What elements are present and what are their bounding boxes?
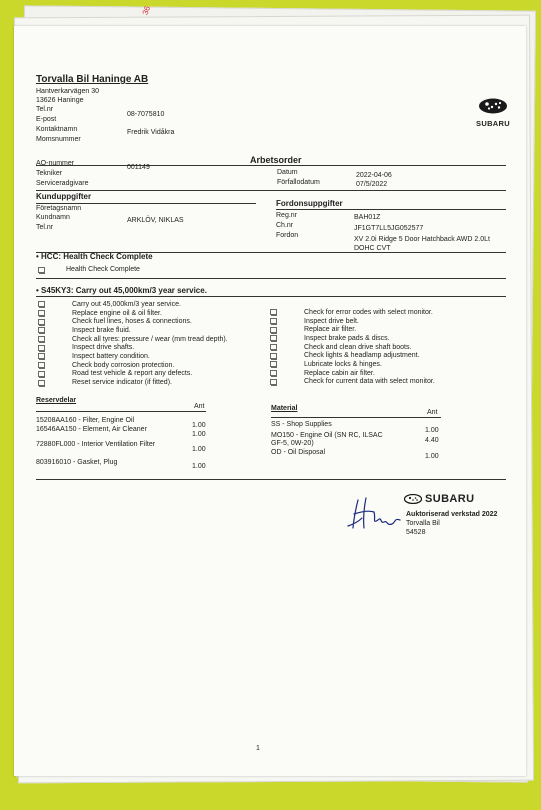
company-name: Torvalla Bil Haninge AB [36,74,149,85]
vehicle-model-line-2: DOHC CVT [354,245,391,252]
checkbox-icon [38,319,46,325]
stamp-line-2: Torvalla Bil [406,520,440,527]
due-date-value: 07/5/2022 [356,181,388,188]
checkbox-icon [270,327,278,333]
material-name: OD - Oil Disposal [271,449,326,456]
vehicle-model-label: Fordon [276,232,299,239]
service-heading: • S45KY3: Carry out 45,000km/3 year service. [36,286,207,295]
part-name: 16546AA150 - Element, Air Cleaner [36,426,147,433]
ao-number-value: 001149 [127,164,150,171]
service-item-label: Check and clean drive shaft boots. [304,343,412,351]
advisor-label: Serviceradgivare [36,180,89,187]
subaru-emblem-icon [404,494,422,504]
stamp-logo [404,493,474,505]
date-value: 2022-04-06 [356,172,392,179]
service-item-label: Inspect battery condition. [72,352,150,360]
stamp-line-3: 54528 [406,529,426,536]
service-item-label: Replace engine oil & oil filter. [72,309,162,317]
ao-number-label: AO-nummer [36,160,75,167]
due-date-label: Förfallodatum [277,179,320,186]
company-contact-value: Fredrik Vidåkra [127,129,175,136]
service-item [270,325,435,334]
customer-name-label: Kundnamn [36,214,70,221]
company-tel-value: 08-7075810 [127,111,165,118]
material-qty: 4.40 [425,437,439,444]
service-item [38,335,228,344]
service-item [270,334,435,343]
vehicle-heading: Fordonsuppgifter [276,199,343,208]
service-item-label: Check for current data with select monitor. [304,378,435,386]
checkbox-icon [270,309,278,315]
part-name: 803916010 - Gasket, Plug [36,459,118,466]
part-qty: 1.00 [192,422,206,429]
order-title: Arbetsorder [250,155,302,165]
material-name-cont: GF-5, 0W-20) [271,440,314,447]
service-item [38,378,228,387]
service-item [270,343,435,352]
part-name: 15208AA160 - Filter, Engine Oil [36,417,135,424]
checkbox-icon [270,344,278,350]
service-item-label: Inspect brake fluid. [72,326,131,334]
customer-name-value: ARKLÖV, NIKLAS [127,217,184,224]
customer-tel-label: Tel.nr [36,224,54,231]
service-item [38,326,228,335]
checkbox-icon [38,310,46,316]
page-number: 1 [256,745,260,752]
service-item [270,369,435,378]
material-name: SS - Shop Supplies [271,421,332,428]
subaru-wordmark: SUBARU [476,119,510,128]
checkbox-icon [38,301,46,307]
service-item-label: Inspect drive belt. [304,317,359,325]
service-item [38,352,228,361]
company-tel-label: Tel.nr [36,106,54,113]
service-item-label: Check all tyres: pressure / wear (mm tread depth). [72,335,228,343]
service-item [38,309,228,318]
vehicle-reg-value: BAH01Z [354,214,381,221]
service-item-label: Replace air filter. [304,326,357,334]
company-email-label: E-post [36,116,57,123]
divider [36,411,206,412]
divider [36,165,506,166]
company-address-2: 13626 Haninge [36,97,84,104]
service-item-label: Reset service indicator (if fitted). [72,379,172,387]
service-item [270,351,435,360]
technician-label: Tekniker [36,170,63,177]
material-qty: 1.00 [425,453,439,460]
service-item [38,370,228,379]
service-item-label: Inspect drive shafts. [72,344,135,352]
checkbox-icon [38,327,46,333]
material-heading: Material [271,405,298,412]
service-item-label: Check fuel lines, hoses & connections. [72,318,192,326]
signature [344,494,404,534]
vehicle-reg-label: Reg.nr [276,212,298,219]
subaru-logo [468,98,518,128]
service-item [38,343,228,352]
service-item [38,361,228,370]
subaru-emblem-icon [478,98,508,114]
checkbox-icon [38,371,46,377]
dealer-stamp [404,491,497,537]
checkbox-icon [38,362,46,368]
date-label: Datum [277,169,298,176]
hcc-heading-text: HCC: Health Check Complete [41,252,153,261]
service-list-left [38,300,228,387]
service-item-label: Lubricate locks & hinges. [304,360,382,368]
company-vat-label: Momsnummer [36,136,81,143]
service-item-label: Road test vehicle & report any defects. [72,370,193,378]
service-item-label: Check lights & headlamp adjustment. [304,352,420,360]
divider [271,417,441,418]
customer-company-label: Företagsnamn [36,205,82,212]
checkbox-icon [270,335,278,341]
parts-heading: Reservdelar [36,397,77,404]
checkbox-icon [38,267,46,273]
margin-mark: 36 [140,4,153,17]
service-item-label: Check body corrosion protection. [72,361,175,369]
part-qty: 1.00 [192,446,206,453]
material-qty-label: Ant [427,409,438,416]
service-item [270,360,435,369]
vehicle-model-line-1: XV 2.0i Ridge 5 Door Hatchback AWD 2.0Lt [354,236,490,243]
checkbox-icon [270,379,278,385]
checkbox-icon [270,353,278,359]
divider [36,190,506,191]
service-item [270,308,435,317]
checkbox-icon [38,345,46,351]
divider [36,479,506,480]
hcc-heading: • HCC: Health Check Complete [36,252,153,261]
work-order-page [14,26,526,776]
service-item [38,317,228,326]
checkbox-icon [38,380,46,386]
service-item-label: Check for error codes with select monitor. [304,308,433,316]
vehicle-chassis-value: JF1GT7LL5JG052577 [354,225,424,232]
parts-qty-label: Ant [194,403,205,410]
checkbox-icon [270,318,278,324]
company-contact-label: Kontaktnamn [36,126,78,133]
customer-heading: Kunduppgifter [36,192,92,201]
hcc-item [38,265,140,274]
divider [36,278,506,279]
vehicle-chassis-label: Ch.nr [276,222,294,229]
service-item-label: Replace cabin air filter. [304,369,375,377]
service-item [270,378,435,387]
material-qty: 1.00 [425,427,439,434]
stamp-line-1: Auktoriserad verkstad 2022 [406,511,498,518]
hcc-item-label: Health Check Complete [66,266,140,273]
service-item [38,300,228,309]
service-list-right [270,308,435,386]
part-qty: 1.00 [192,431,206,438]
stamp-brand: SUBARU [425,493,475,505]
divider [276,209,506,210]
material-name: MO150 - Engine Oil (SN RC, ILSAC [271,432,383,439]
part-qty: 1.00 [192,463,206,470]
checkbox-icon [270,370,278,376]
divider [36,296,506,297]
checkbox-icon [270,361,278,367]
part-name: 72880FL000 - Interior Ventilation Filter [36,441,156,448]
checkbox-icon [38,336,46,342]
service-item-label: Inspect brake pads & discs. [304,334,390,342]
checkbox-icon [38,353,46,359]
service-item [270,317,435,326]
service-item-label: Carry out 45,000km/3 year service. [72,300,181,308]
service-heading-text: S45KY3: Carry out 45,000km/3 year service. [41,286,207,295]
company-address-1: Hantverkarvägen 30 [36,88,100,95]
